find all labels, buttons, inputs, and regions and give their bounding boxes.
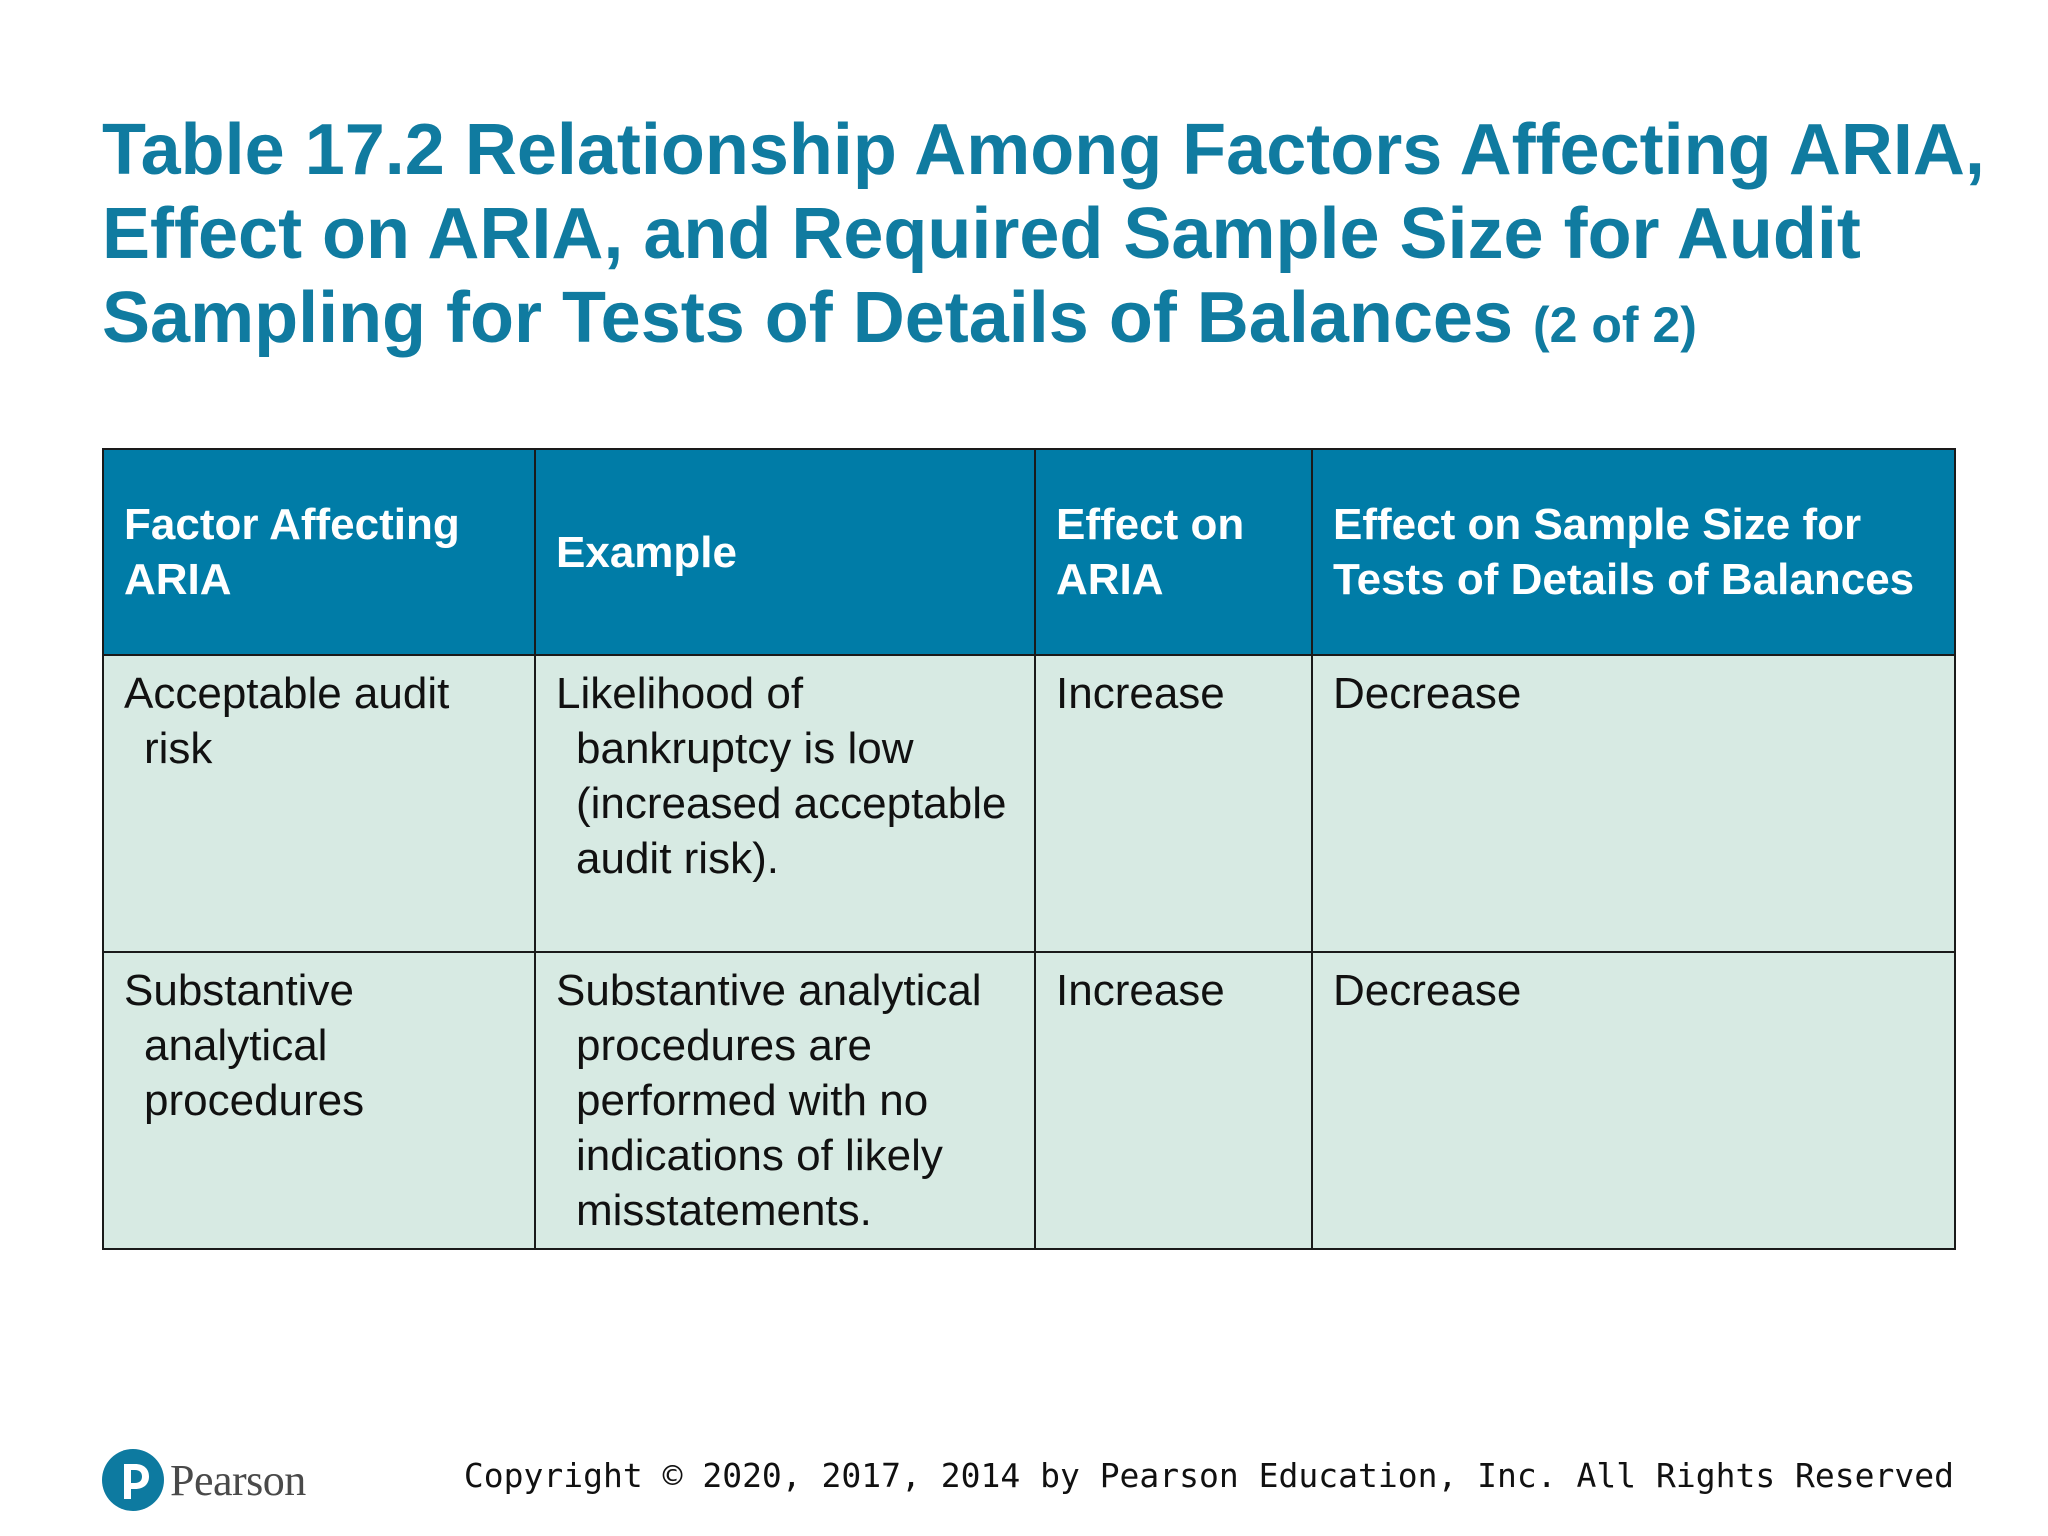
cell-effect-on-sample-size: Decrease [1312,952,1955,1249]
cell-example [535,655,1035,952]
cell-factor [103,952,535,1249]
cell-example-text: Substantive analytical procedures are performed with no indications of likely misstatements. [556,966,982,1235]
page-title [102,108,2002,367]
pearson-logo-icon [102,1449,164,1511]
header-effect-on-aria: Effect on ARIA [1035,449,1312,655]
cell-example-text: Likelihood of bankruptcy is low (increased acceptable audit risk). [556,669,1007,883]
cell-effect-on-aria: Increase [1035,655,1312,952]
cell-factor-text: Substantive analytical procedures [124,966,365,1125]
cell-effect-on-aria: Increase [1035,952,1312,1249]
aria-factors-table [102,448,1956,1250]
table-header-row [103,449,1955,655]
table-row [103,655,1955,952]
header-example: Example [535,449,1035,655]
cell-example [535,952,1035,1249]
header-factor: Factor Affecting ARIA [103,449,535,655]
pearson-logo [102,1446,306,1514]
title-main: Table 17.2 Relationship Among Factors Affecting ARIA, Effect on ARIA, and Required Sample Size for Audit Sampling for Tests of Details of Balances [102,110,1985,358]
copyright-notice: Copyright © 2020, 2017, 2014 by Pearson Education, Inc. All Rights Reserved [463,1456,1954,1495]
table-row [103,952,1955,1249]
title-part-indicator: (2 of 2) [1533,297,1697,353]
cell-factor-text: Acceptable audit risk [124,669,450,773]
cell-effect-on-sample-size: Decrease [1312,655,1955,952]
cell-factor [103,655,535,952]
header-effect-on-sample-size: Effect on Sample Size for Tests of Details of Balances [1312,449,1955,655]
pearson-logo-text: Pearson [170,1455,306,1505]
